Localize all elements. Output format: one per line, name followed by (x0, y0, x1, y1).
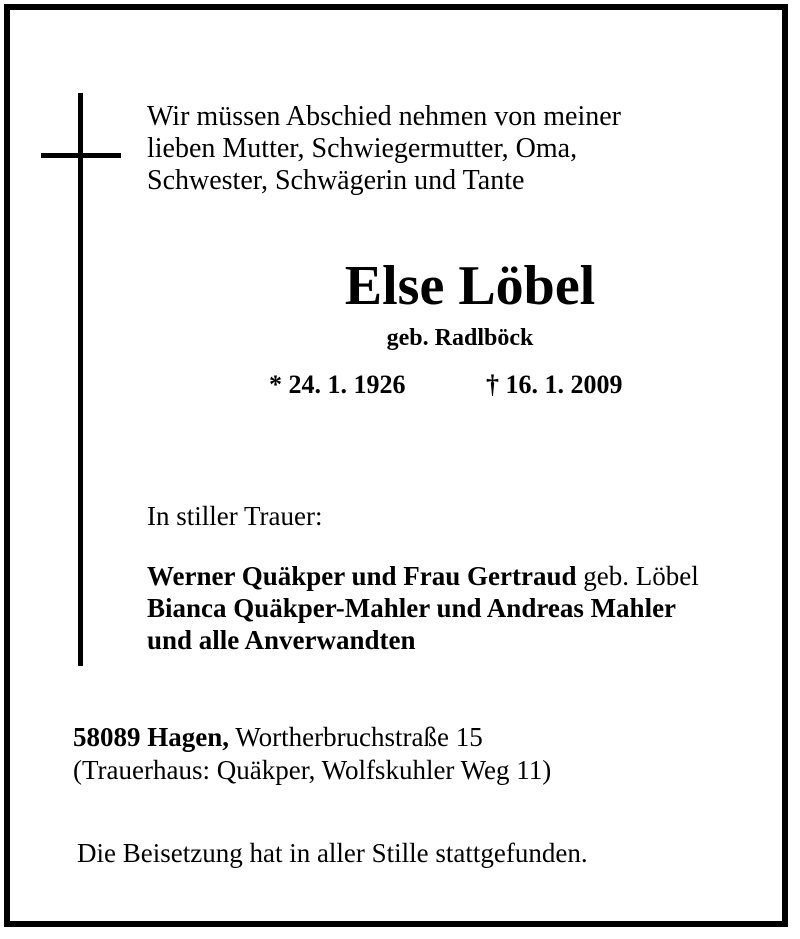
birth-date: * 24. 1. 1926 (269, 370, 406, 399)
cross-horizontal-bar (41, 153, 121, 158)
cross-vertical-bar (78, 93, 83, 666)
address-city: 58089 Hagen, (73, 722, 230, 752)
death-date: † 16. 1. 2009 (486, 370, 623, 399)
intro-text (147, 101, 747, 197)
mourning-heading: In stiller Trauer: (147, 501, 323, 531)
intro-line: Wir müssen Abschied nehmen von meiner (147, 101, 621, 132)
house-of-mourning: (Trauerhaus: Quäkper, Wolfskuhler Weg 11) (73, 755, 552, 785)
mourner-line (147, 592, 699, 624)
address-block (73, 721, 551, 787)
mourner-names: Bianca Quäkper-Mahler und Andreas Mahler (147, 593, 677, 623)
birth-name: geb. Radlböck (386, 325, 534, 351)
mourner-line (147, 560, 699, 592)
obituary-frame (4, 4, 788, 927)
mourner-line (147, 624, 699, 656)
deceased-name: Else Löbel (344, 255, 596, 317)
closing-text: Die Beisetzung hat in aller Stille stattgefunden. (77, 838, 588, 868)
intro-line: Schwester, Schwägerin und Tante (147, 165, 525, 196)
mourner-names: und alle Anverwandten (147, 625, 416, 655)
address-street: Wortherbruchstraße 15 (229, 722, 483, 752)
intro-line: lieben Mutter, Schwiegermutter, Oma, (147, 133, 578, 164)
address-line (73, 721, 551, 754)
mourner-note: geb. Löbel (576, 561, 699, 591)
mourners-list (147, 560, 699, 656)
mourner-names: Werner Quäkper und Frau Gertraud (147, 561, 577, 591)
